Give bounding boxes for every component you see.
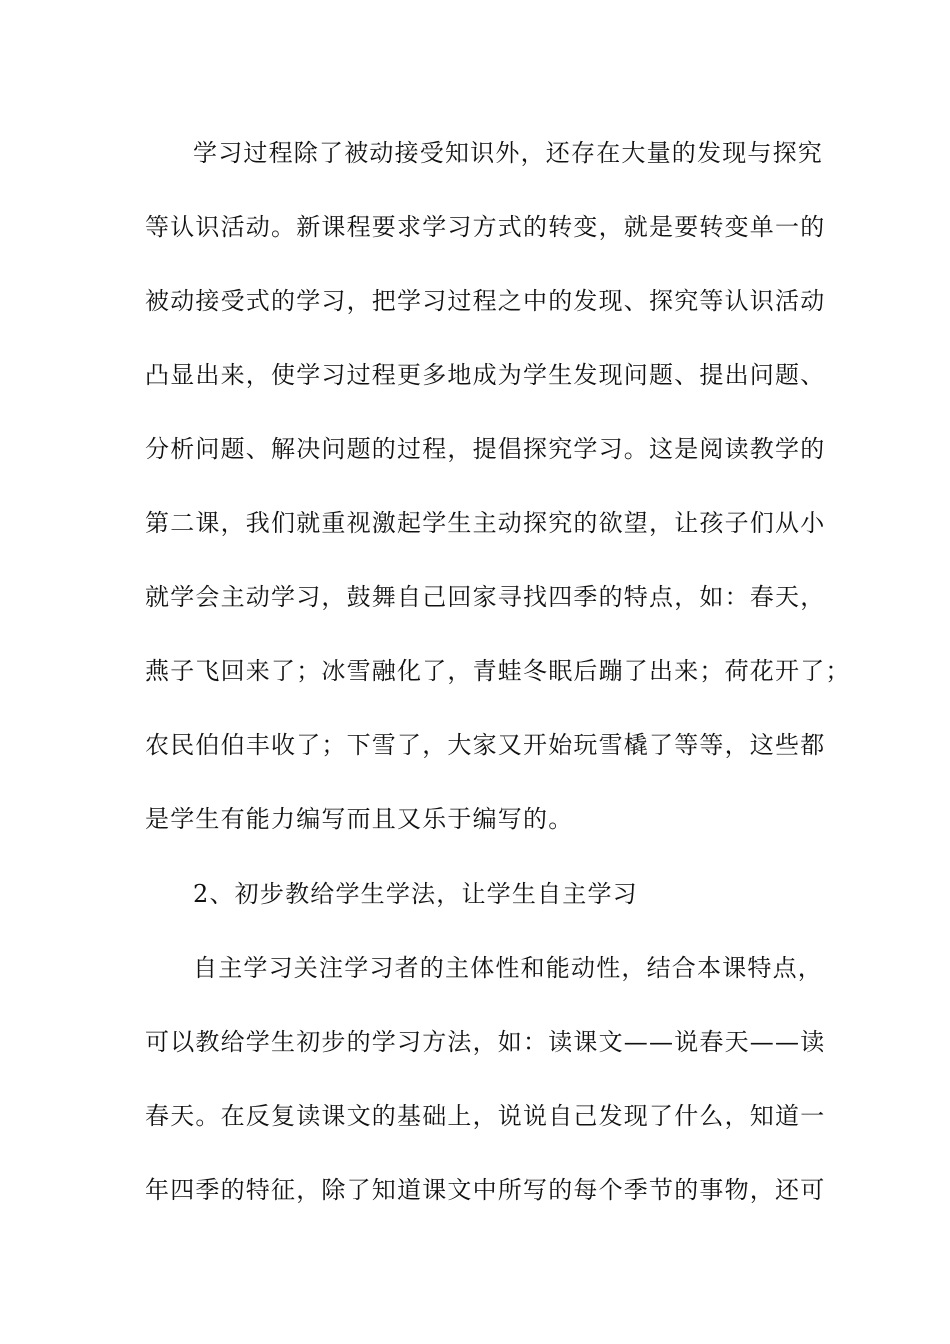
paragraph-line: 分析问题、解决问题的过程，提倡探究学习。这是阅读教学的 xyxy=(145,435,826,463)
paragraph-line: 是学生有能力编写而且又乐于编写的。 xyxy=(145,805,574,833)
paragraph-line: 就学会主动学习，鼓舞自己回家寻找四季的特点，如：春天， xyxy=(145,583,826,611)
paragraph-line: 被动接受式的学习，把学习过程之中的发现、探究等认识活动 xyxy=(145,287,826,315)
paragraph-line: 春天。在反复读课文的基础上，说说自己发现了什么，知道一 xyxy=(145,1102,826,1130)
paragraph-line: 第二课，我们就重视激起学生主动探究的欲望，让孩子们从小 xyxy=(145,509,826,537)
paragraph-line: 可以教给学生初步的学习方法，如：读课文——说春天——读 xyxy=(145,1028,826,1056)
paragraph-line: 自主学习关注学习者的主体性和能动性，结合本课特点， xyxy=(193,954,823,982)
paragraph-line: 凸显出来，使学习过程更多地成为学生发现问题、提出问题、 xyxy=(145,361,826,389)
paragraph-line: 学习过程除了被动接受知识外，还存在大量的发现与探究 xyxy=(193,139,823,167)
paragraph-line: 农民伯伯丰收了；下雪了，大家又开始玩雪橇了等等，这些都 xyxy=(145,731,826,759)
paragraph-line: 燕子飞回来了；冰雪融化了，青蛙冬眠后蹦了出来；荷花开了； xyxy=(145,657,851,685)
section-heading: 2、初步教给学生学法，让学生自主学习 xyxy=(193,880,638,908)
paragraph-line: 年四季的特征，除了知道课文中所写的每个季节的事物，还可 xyxy=(145,1176,826,1204)
paragraph-line: 等认识活动。新课程要求学习方式的转变，就是要转变单一的 xyxy=(145,213,826,241)
